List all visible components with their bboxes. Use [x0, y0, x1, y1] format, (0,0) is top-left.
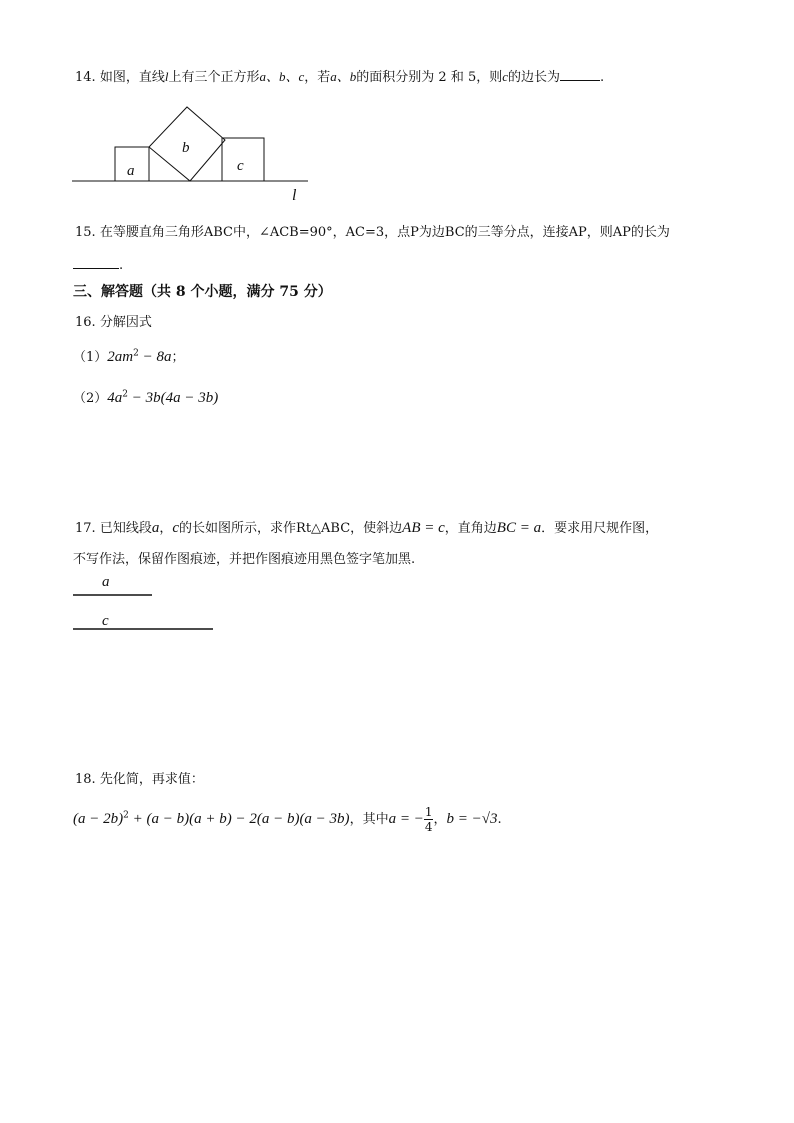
q16-p2-expr-b: − 3b(4a − 3b) — [128, 390, 219, 406]
q17-sep: ， — [159, 521, 173, 536]
q14-number: 14. — [75, 70, 96, 85]
q18-frac-num: 1 — [424, 805, 433, 819]
q14-line-var: l — [164, 69, 169, 84]
q17-text-a: 已知线段 — [99, 521, 152, 536]
q16-stem — [75, 314, 152, 332]
q16-p1-end: ； — [171, 350, 185, 365]
q18-number: 18. — [75, 772, 96, 787]
q18-title: 先化简，再求值： — [99, 772, 204, 787]
label-l: l — [292, 187, 297, 204]
q17-eq1: AB = c — [402, 520, 445, 536]
square-a — [115, 147, 149, 181]
q17-line1 — [75, 519, 658, 538]
q15-stem — [75, 224, 670, 242]
q16-p2-label: （2） — [73, 391, 108, 406]
q17-var-c: c — [172, 520, 180, 536]
q18-end: . — [497, 812, 502, 827]
q16-part1 — [73, 348, 185, 367]
segment-a-label: a — [102, 574, 110, 590]
label-a: a — [127, 163, 135, 179]
q14-text-mid2: ，若 — [304, 70, 331, 85]
q18-expression — [73, 805, 502, 834]
q17-eq2: BC = a — [496, 520, 542, 536]
q18-frac-den: 4 — [424, 820, 433, 834]
q16-p1-expr-a: 2am — [107, 349, 134, 365]
q17-text-c: ，直角边 — [444, 521, 497, 536]
q14-text-end: 的边长为 — [508, 70, 561, 85]
q14-vars-abc: a、b、c — [259, 69, 305, 84]
q15-number: 15. — [75, 225, 96, 240]
q16-p2-expr-a: 4a — [107, 390, 123, 406]
q14-text-mid1: 上有三个正方形 — [168, 70, 260, 85]
q14-answer-blank — [560, 67, 600, 81]
section3-heading: 三、解答题（共 8 个小题，满分 75 分） — [73, 284, 332, 300]
q17-text-b: 的长如图所示，求作Rt△ABC，使斜边 — [179, 521, 403, 536]
q15-answer-line — [73, 255, 123, 275]
q16-part2 — [73, 389, 218, 408]
q14-vars-ab: a、b — [330, 69, 357, 84]
q17-number: 17. — [75, 521, 96, 536]
q16-title: 分解因式 — [99, 315, 152, 330]
q16-p1-expr-b: − 8a — [138, 349, 172, 365]
q18-b-eq: b = −√3 — [446, 811, 498, 827]
q17-text-d: ．要求用尺规作图， — [541, 521, 659, 536]
q16-p1-sup: 2 — [133, 348, 139, 359]
q18-expr-b: + (a − b)(a + b) − 2(a − b)(a − 3b) — [128, 811, 350, 827]
q18-stem — [75, 771, 204, 789]
square-c — [222, 138, 264, 181]
q14-stem — [75, 67, 604, 87]
q14-var-c: c — [502, 69, 509, 84]
q14-period: . — [600, 70, 605, 85]
square-b — [149, 107, 225, 181]
label-b: b — [182, 140, 190, 156]
q14-text-before: 如图，直线 — [99, 70, 165, 85]
segment-c-label: c — [102, 613, 109, 629]
q15-text: 在等腰直角三角形ABC中，∠ACB=90°，AC=3，点P为边BC的三等分点，连接AP，则AP的长为 — [99, 225, 670, 240]
q18-sep: ， — [433, 812, 447, 827]
q17-var-a: a — [151, 520, 160, 536]
q14-text-mid3: 的面积分别为 2 和 5，则 — [356, 70, 503, 85]
q18-expr-a: (a − 2b) — [73, 811, 124, 827]
q16-p2-sup: 2 — [122, 389, 129, 400]
q18-a-eq: a = − — [388, 811, 424, 827]
q16-p1-label: （1） — [73, 350, 108, 365]
label-c: c — [237, 158, 244, 174]
q17-line2: 不写作法，保留作图痕迹，并把作图痕迹用黑色签字笔加黑. — [73, 552, 416, 567]
q18-expr-sup: 2 — [123, 810, 129, 821]
q15-answer-blank — [73, 255, 119, 269]
q15-period: . — [119, 258, 124, 273]
q16-number: 16. — [75, 315, 96, 330]
q18-where: ，其中 — [349, 812, 389, 827]
